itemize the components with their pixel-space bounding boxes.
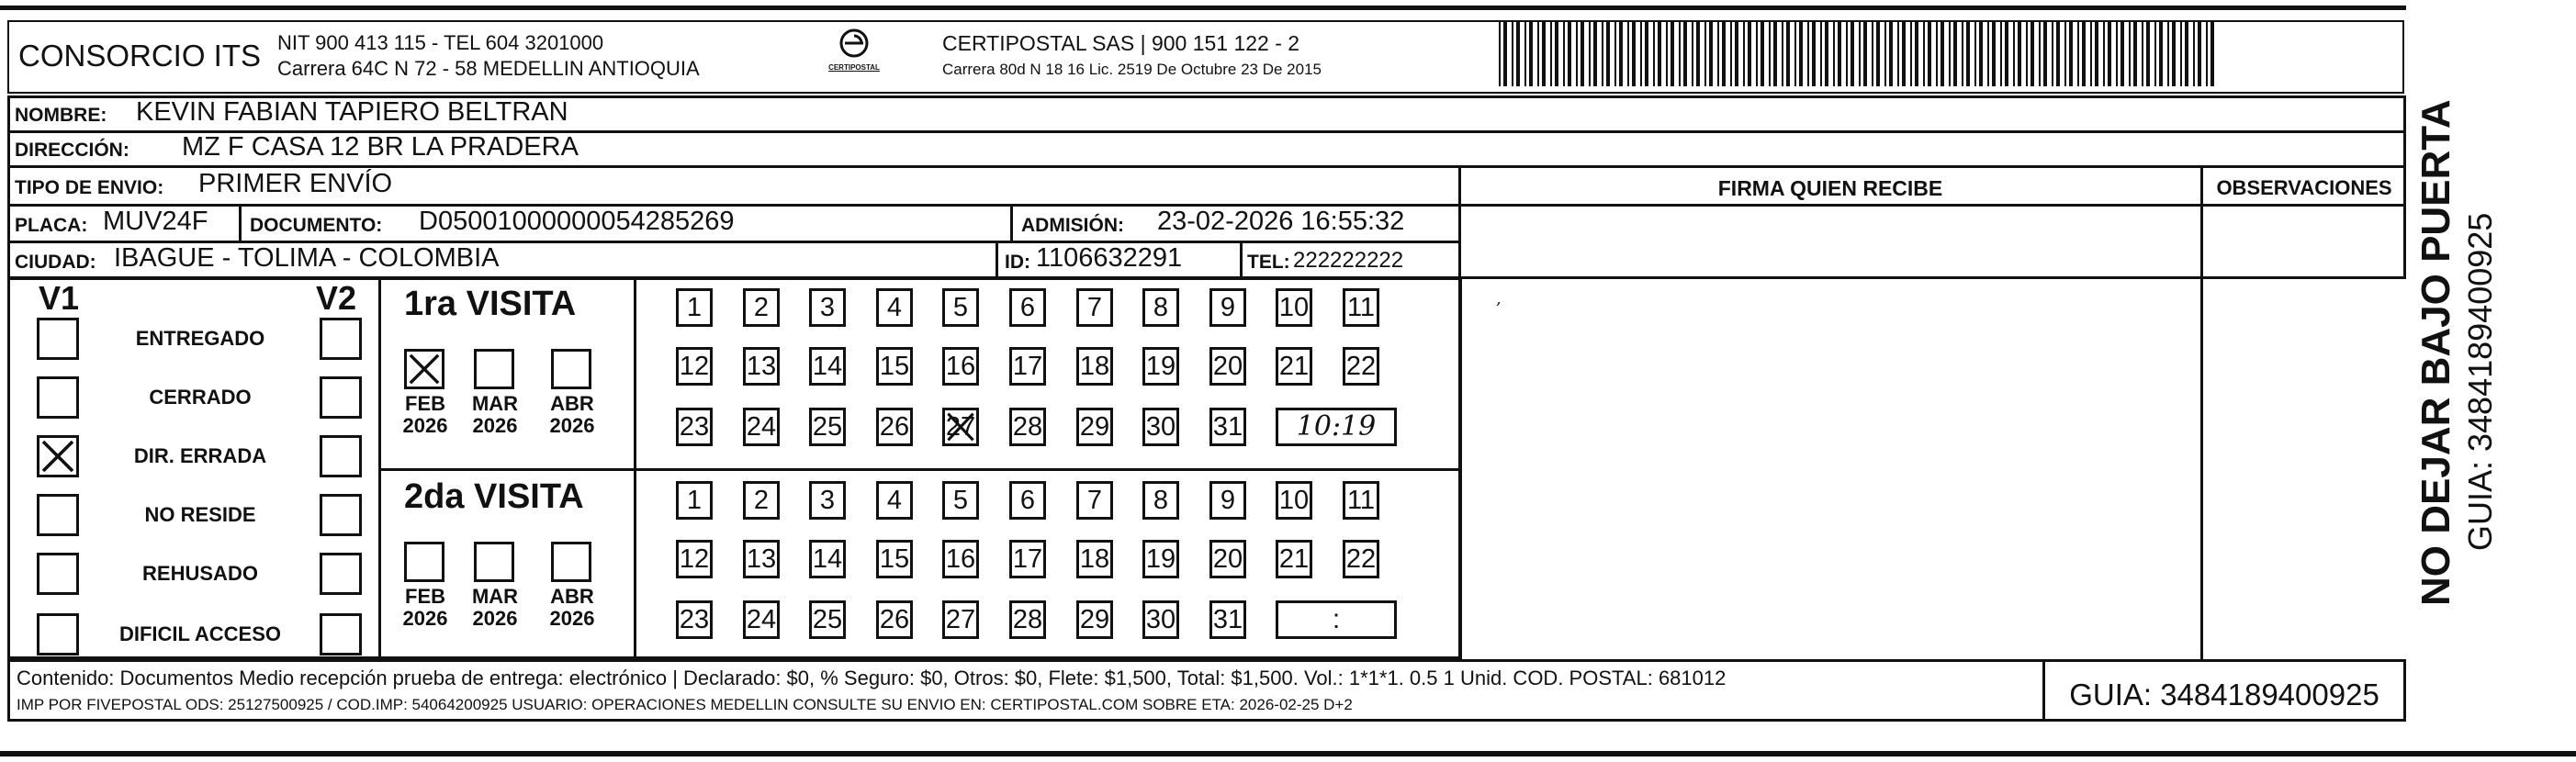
day-box[interactable]: 10: [1276, 288, 1312, 327]
month-checkbox[interactable]: [551, 349, 591, 389]
cell-divider: [996, 241, 998, 279]
day-box[interactable]: 24: [743, 408, 780, 446]
day-box[interactable]: 22: [1343, 347, 1379, 386]
day-box[interactable]: 29: [1076, 408, 1113, 446]
row-divider: [7, 165, 2406, 168]
day-box[interactable]: 17: [1009, 540, 1046, 578]
barcode-bar: [2103, 22, 2105, 86]
day-box[interactable]: 19: [1142, 540, 1179, 578]
barcode-bar: [1987, 22, 1989, 86]
day-box[interactable]: 3: [809, 288, 846, 327]
barcode-bar: [1589, 22, 1591, 86]
barcode-bar: [1614, 22, 1616, 86]
barcode-bar: [1576, 22, 1578, 86]
day-box[interactable]: 8: [1142, 481, 1179, 520]
barcode-bar: [1799, 22, 1803, 86]
v1-checkbox[interactable]: [37, 435, 79, 477]
month-checkbox[interactable]: [404, 542, 444, 582]
barcode-bar: [2013, 22, 2015, 86]
day-box[interactable]: 14: [809, 347, 846, 386]
day-box[interactable]: 13: [743, 347, 780, 386]
v2-checkbox[interactable]: [320, 318, 362, 360]
signature-area[interactable]: [1462, 207, 2199, 657]
barcode-bar: [1782, 22, 1783, 86]
barcode-bar: [1992, 22, 1996, 86]
day-box[interactable]: 30: [1142, 408, 1179, 446]
certipostal-logo-icon: [810, 28, 898, 79]
tipo-value: PRIMER ENVÍO: [198, 169, 393, 198]
barcode-bar: [1889, 22, 1893, 86]
observaciones-column-divider: [2200, 165, 2203, 659]
v2-checkbox[interactable]: [320, 553, 362, 595]
day-number: 27: [945, 412, 976, 442]
barcode-bar: [1974, 22, 1976, 86]
barcode-bar: [1859, 22, 1861, 86]
barcode-bar: [1820, 22, 1822, 86]
barcode-bar: [1833, 22, 1835, 86]
day-box[interactable]: 15: [876, 540, 913, 578]
month-checkbox[interactable]: [474, 349, 514, 389]
barcode-bar: [1537, 22, 1539, 86]
day-box[interactable]: 20: [1209, 347, 1246, 386]
reason-label: DIFICIL ACCESO: [118, 622, 281, 645]
barcode-bar: [1910, 22, 1912, 86]
direccion-label: DIRECCIÓN:: [15, 140, 129, 161]
day-box[interactable]: 11: [1343, 481, 1379, 520]
cell-divider: [1240, 241, 1243, 279]
barcode-bar: [1838, 22, 1841, 86]
barcode-bar: [1773, 22, 1777, 86]
day-box[interactable]: 6: [1009, 288, 1046, 327]
day-box[interactable]: 21: [1276, 540, 1312, 578]
months-days-divider: [634, 277, 636, 659]
day-box[interactable]: 16: [942, 540, 979, 578]
barcode-bar: [2069, 22, 2073, 86]
v1-checkbox[interactable]: [37, 613, 79, 656]
month-year: 2026: [472, 607, 518, 630]
placa-label: PLACA:: [15, 215, 88, 236]
barcode-bar: [2056, 22, 2060, 86]
day-box[interactable]: 10: [1276, 481, 1312, 520]
barcode-bar: [1825, 22, 1828, 86]
barcode-bar: [2198, 22, 2201, 86]
reason-label: ENTREGADO: [135, 327, 265, 350]
barcode-bar: [1717, 22, 1719, 86]
barcode-bar: [1786, 22, 1790, 86]
documento-value: D05001000000054285269: [419, 207, 735, 236]
barcode-bar: [1580, 22, 1584, 86]
documento-label: DOCUMENTO:: [250, 215, 383, 236]
tipo-label: TIPO DE ENVIO:: [15, 177, 164, 198]
barcode-bar: [1653, 22, 1655, 86]
v2-checkbox[interactable]: [320, 613, 362, 656]
barcode-bar: [1722, 22, 1726, 86]
barcode-bar: [1756, 22, 1758, 86]
day-box[interactable]: 23: [676, 408, 713, 446]
barcode-bar: [2133, 22, 2137, 86]
tel-value: 222222222: [1293, 248, 1404, 273]
barcode-bar: [1550, 22, 1552, 86]
barcode-bar: [2039, 22, 2041, 86]
day-box[interactable]: 17: [1009, 347, 1046, 386]
day-box[interactable]: 31: [1209, 600, 1246, 639]
day-box[interactable]: 12: [676, 540, 713, 578]
barcode-bar: [1953, 22, 1957, 86]
footer-guia: GUIA: 3484189400925: [2069, 678, 2379, 712]
side-guia: GUIA: 3484189400925: [2461, 212, 2499, 551]
ciudad-value: IBAGUE - TOLIMA - COLOMBIA: [114, 243, 500, 273]
day-box[interactable]: 27: [942, 600, 979, 639]
admision-label: ADMISIÓN:: [1021, 215, 1124, 236]
day-box[interactable]: 29: [1076, 600, 1113, 639]
day-box[interactable]: 26: [876, 600, 913, 639]
month-checkbox[interactable]: [404, 349, 444, 389]
barcode-bar: [1670, 22, 1674, 86]
day-box[interactable]: 24: [743, 600, 780, 639]
barcode-bar: [1666, 22, 1668, 86]
logo-mark-icon: [836, 28, 872, 59]
time-value: 10:19: [1296, 410, 1377, 443]
top-edge: [0, 6, 2406, 10]
footer-print-line: IMP POR FIVEPOSTAL ODS: 25127500925 / COD.IMP: 54064200925 USUARIO: OPERACIONES MEDELLIN CONSULTE SU ENVIO EN: CERTIPOSTAL.COM SOBRE ETA: 2026-02-25 D+2: [17, 696, 1353, 713]
barcode-bar: [2142, 22, 2143, 86]
month-label: ABR: [550, 392, 594, 415]
day-box[interactable]: 22: [1343, 540, 1379, 578]
carrier-name: CERTIPOSTAL SAS | 900 151 122 - 2: [942, 31, 1300, 55]
barcode-bar: [1640, 22, 1642, 86]
day-box[interactable]: 2: [743, 481, 780, 520]
barcode-bar: [2026, 22, 2028, 86]
reason-label: CERRADO: [149, 386, 252, 409]
barcode-bar: [1645, 22, 1648, 86]
barcode-bar: [1735, 22, 1738, 86]
side-warning: NO DEJAR BAJO PUERTA: [2413, 99, 2458, 606]
barcode-bar: [1704, 22, 1706, 86]
day-box[interactable]: 21: [1276, 347, 1312, 386]
day-box[interactable]: 31: [1209, 408, 1246, 446]
barcode-bar: [1923, 22, 1925, 86]
barcode-bar: [2052, 22, 2053, 86]
month-label: FEB: [405, 392, 445, 415]
day-box[interactable]: 8: [1142, 288, 1179, 327]
barcode-bar: [2005, 22, 2008, 86]
barcode-bar: [1872, 22, 1873, 86]
direccion-value: MZ F CASA 12 BR LA PRADERA: [182, 132, 579, 162]
carrier-license: Carrera 80d N 18 16 Lic. 2519 De Octubre 23 De 2015: [942, 61, 1322, 78]
time-field[interactable]: [1276, 408, 1397, 446]
barcode-bar: [2206, 22, 2208, 86]
bottom-edge: [0, 751, 2576, 756]
barcode-bar: [2116, 22, 2118, 86]
day-box[interactable]: 18: [1076, 540, 1113, 578]
barcode-bar: [1709, 22, 1713, 86]
barcode-bar: [1503, 22, 1507, 86]
day-box[interactable]: 26: [876, 408, 913, 446]
month-checkbox[interactable]: [551, 542, 591, 582]
reason-label: REHUSADO: [142, 562, 258, 585]
barcode-bar: [1743, 22, 1745, 86]
barcode-bar: [2043, 22, 2047, 86]
id-label: ID:: [1005, 252, 1030, 273]
cell-divider: [239, 204, 242, 241]
day-box[interactable]: 23: [676, 600, 713, 639]
barcode-bar: [2154, 22, 2156, 86]
company-address: Carrera 64C N 72 - 58 MEDELLIN ANTIOQUIA: [277, 57, 700, 80]
barcode-bar: [1730, 22, 1732, 86]
barcode-bar: [1524, 22, 1526, 86]
day-box[interactable]: 20: [1209, 540, 1246, 578]
barcode-icon: [1497, 22, 2224, 86]
barcode-bar: [1846, 22, 1848, 86]
barcode-bar: [1679, 22, 1681, 86]
day-box[interactable]: 9: [1209, 481, 1246, 520]
barcode-bar: [1696, 22, 1700, 86]
barcode-bar: [2120, 22, 2124, 86]
barcode-bar: [2082, 22, 2086, 86]
ciudad-label: CIUDAD:: [15, 252, 96, 273]
barcode-bar: [2129, 22, 2131, 86]
barcode-bar: [2000, 22, 2002, 86]
barcode-bar: [1940, 22, 1944, 86]
day-box[interactable]: 12: [676, 347, 713, 386]
stray-mark-icon: ʼ: [1495, 299, 1501, 319]
v1-checkbox[interactable]: [37, 494, 79, 536]
v2-checkbox[interactable]: [320, 435, 362, 477]
barcode-bar: [1884, 22, 1886, 86]
day-box[interactable]: 4: [876, 481, 913, 520]
day-box[interactable]: 1: [676, 288, 713, 327]
cell-divider: [1010, 204, 1013, 241]
id-value: 1106632291: [1036, 243, 1183, 273]
day-box[interactable]: 2: [743, 288, 780, 327]
barcode-bar: [2108, 22, 2111, 86]
day-box[interactable]: 30: [1142, 600, 1179, 639]
barcode-bar: [2090, 22, 2092, 86]
barcode-bar: [1760, 22, 1764, 86]
v1-checkbox[interactable]: [37, 318, 79, 360]
day-box[interactable]: 11: [1343, 288, 1379, 327]
barcode-bar: [1979, 22, 1983, 86]
barcode-bar: [1902, 22, 1906, 86]
barcode-bar: [1593, 22, 1597, 86]
barcode-bar: [1627, 22, 1629, 86]
day-mark-icon: [945, 410, 976, 443]
day-box[interactable]: 25: [809, 408, 846, 446]
day-box[interactable]: 28: [1009, 408, 1046, 446]
barcode-bar: [1516, 22, 1520, 86]
month-label: ABR: [550, 585, 594, 608]
first-visit-title: 1ra VISITA: [404, 285, 577, 323]
barcode-bar: [2030, 22, 2034, 86]
v1-checkbox[interactable]: [37, 376, 79, 419]
day-box[interactable]: 1: [676, 481, 713, 520]
admision-value: 23-02-2026 16:55:32: [1157, 207, 1405, 236]
day-box[interactable]: [942, 408, 979, 446]
day-box[interactable]: 16: [942, 347, 979, 386]
day-box[interactable]: 14: [809, 540, 846, 578]
barcode-bar: [1606, 22, 1610, 86]
month-year: 2026: [549, 414, 595, 437]
barcode-bar: [2018, 22, 2021, 86]
day-box[interactable]: 15: [876, 347, 913, 386]
barcode-bar: [1529, 22, 1533, 86]
day-box[interactable]: 7: [1076, 481, 1113, 520]
barcode-bar: [2146, 22, 2150, 86]
day-box[interactable]: 6: [1009, 481, 1046, 520]
barcode-bar: [1794, 22, 1796, 86]
barcode-bar: [1683, 22, 1687, 86]
day-box[interactable]: 5: [942, 481, 979, 520]
month-checkbox[interactable]: [474, 542, 514, 582]
barcode-bar: [1499, 22, 1501, 86]
reason-label: NO RESIDE: [144, 503, 256, 526]
barcode-bar: [1563, 22, 1565, 86]
day-box[interactable]: 5: [942, 288, 979, 327]
second-visit-title: 2da VISITA: [404, 477, 584, 516]
barcode-bar: [1632, 22, 1636, 86]
barcode-bar: [2193, 22, 2195, 86]
barcode-bar: [1769, 22, 1771, 86]
month-year: 2026: [549, 607, 595, 630]
barcode-bar: [1949, 22, 1951, 86]
barcode-bar: [1807, 22, 1809, 86]
barcode-bar: [1602, 22, 1603, 86]
day-box[interactable]: 28: [1009, 600, 1046, 639]
barcode-bar: [2185, 22, 2188, 86]
reason-label: DIR. ERRADA: [133, 444, 267, 467]
v2-checkbox[interactable]: [320, 376, 362, 419]
day-box[interactable]: 13: [743, 540, 780, 578]
barcode-bar: [2167, 22, 2169, 86]
month-year: 2026: [402, 607, 448, 630]
tel-label: TEL:: [1247, 252, 1290, 273]
time-field[interactable]: [1276, 600, 1397, 639]
barcode-bar: [1658, 22, 1661, 86]
barcode-bar: [1568, 22, 1571, 86]
barcode-bar: [2077, 22, 2079, 86]
time-value: :: [1332, 604, 1341, 634]
barcode-bar: [1897, 22, 1899, 86]
day-box[interactable]: 9: [1209, 288, 1246, 327]
day-box[interactable]: 25: [809, 600, 846, 639]
barcode-bar: [1748, 22, 1751, 86]
v1-header: V1: [39, 279, 80, 317]
day-box[interactable]: 7: [1076, 288, 1113, 327]
observations-area[interactable]: [2204, 207, 2404, 657]
day-box[interactable]: 4: [876, 288, 913, 327]
barcode-bar: [1542, 22, 1546, 86]
nombre-value: KEVIN FABIAN TAPIERO BELTRAN: [136, 97, 568, 127]
footer-content-line: Contenido: Documentos Medio recepción prueba de entrega: electrónico | Declarado: $0, % Seguro: $0, Otros: $0, Flete: $1,500, Total: $1,500. Vol.: 1*1*1. 0.5 1 Unid. COD. POSTAL: 681012: [17, 667, 1727, 689]
company-nit: NIT 900 413 115 - TEL 604 3201000: [277, 31, 604, 54]
barcode-bar: [1915, 22, 1918, 86]
nombre-label: NOMBRE:: [15, 105, 107, 126]
month-label: MAR: [471, 585, 519, 608]
barcode-bar: [1512, 22, 1513, 86]
month-label: MAR: [471, 392, 519, 415]
day-box[interactable]: 18: [1076, 347, 1113, 386]
observaciones-header: OBSERVACIONES: [2216, 176, 2392, 199]
barcode-bar: [1928, 22, 1931, 86]
barcode-bar: [1876, 22, 1880, 86]
month-label: FEB: [405, 585, 445, 608]
company-name: CONSORCIO ITS: [18, 39, 262, 73]
month-year: 2026: [402, 414, 448, 437]
day-box[interactable]: 3: [809, 481, 846, 520]
placa-value: MUV24F: [103, 207, 208, 236]
barcode-bar: [1850, 22, 1854, 86]
barcode-bar: [1936, 22, 1938, 86]
firma-header: FIRMA QUIEN RECIBE: [1717, 176, 1943, 200]
barcode-bar: [1812, 22, 1816, 86]
month-year: 2026: [472, 414, 518, 437]
barcode-bar: [1619, 22, 1623, 86]
barcode-bar: [1555, 22, 1558, 86]
v1-checkbox[interactable]: [37, 553, 79, 595]
barcode-bar: [2095, 22, 2098, 86]
barcode-bar: [1966, 22, 1970, 86]
barcode-bar: [1863, 22, 1867, 86]
barcode-bar: [2210, 22, 2214, 86]
barcode-bar: [1962, 22, 1963, 86]
v2-checkbox[interactable]: [320, 494, 362, 536]
barcode-bar: [2064, 22, 2066, 86]
visit-divider: [378, 468, 1460, 471]
day-box[interactable]: 19: [1142, 347, 1179, 386]
barcode-bar: [2172, 22, 2176, 86]
logo-text: CERTIPOSTAL: [828, 63, 880, 72]
barcode-bar: [2159, 22, 2163, 86]
v2-header: V2: [316, 279, 357, 317]
barcode-bar: [1692, 22, 1693, 86]
barcode-bar: [2180, 22, 2182, 86]
